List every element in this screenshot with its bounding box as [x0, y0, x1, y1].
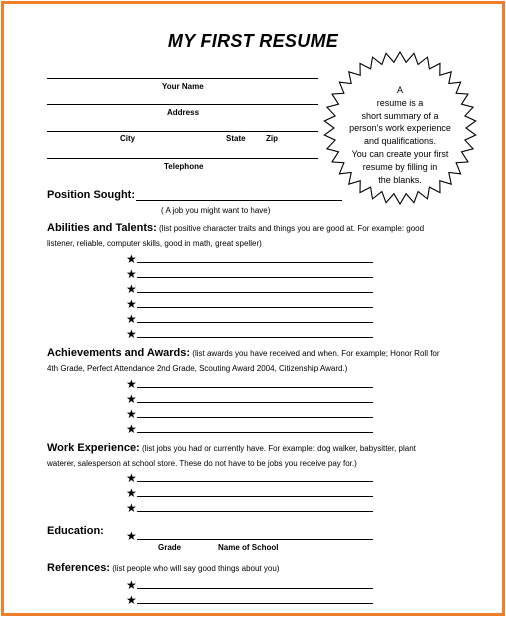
star-icon: ★ — [126, 486, 137, 500]
star-icon: ★ — [126, 252, 137, 266]
achievements-label: Achievements and Awards: — [47, 347, 191, 359]
telephone-label: Telephone — [164, 162, 204, 171]
star-icon: ★ — [126, 578, 137, 592]
references-line[interactable] — [137, 588, 373, 589]
zip-label: Zip — [266, 134, 278, 143]
star-icon: ★ — [126, 297, 137, 311]
position-hint: ( A job you might want to have) — [161, 206, 271, 215]
abilities-line[interactable] — [137, 277, 373, 278]
callout-line: person's work experience — [349, 123, 451, 134]
star-icon: ★ — [126, 407, 137, 421]
city-state-zip-line[interactable] — [47, 131, 318, 132]
telephone-line[interactable] — [47, 158, 318, 159]
star-icon: ★ — [126, 392, 137, 406]
work-line[interactable] — [137, 511, 373, 512]
achievements-section — [47, 346, 492, 361]
references-label: References: — [47, 562, 110, 574]
abilities-line[interactable] — [137, 292, 373, 293]
star-icon: ★ — [126, 422, 137, 436]
achievements-line[interactable] — [137, 387, 373, 388]
your-name-label: Your Name — [162, 82, 204, 91]
callout-line: A — [396, 85, 403, 95]
star-icon: ★ — [126, 327, 137, 341]
education-line[interactable] — [137, 539, 373, 540]
achievements-line[interactable] — [137, 417, 373, 418]
work-desc: (list jobs you had or currently have. For example: dog walker, babysitter, plant — [141, 444, 416, 453]
abilities-section — [47, 221, 487, 236]
work-label: Work Experience: — [47, 442, 140, 454]
abilities-line[interactable] — [137, 307, 373, 308]
state-label: State — [226, 134, 246, 143]
city-label: City — [120, 134, 136, 143]
abilities-line[interactable] — [137, 262, 373, 263]
callout-line: resume is a — [376, 97, 424, 108]
references-line[interactable] — [137, 603, 373, 604]
work-desc-2: waterer, salesperson at school store. These do not have to be jobs you receive pay for.) — [47, 459, 357, 468]
abilities-line[interactable] — [137, 337, 373, 338]
abilities-desc-2: listener, reliable, computer skills, good in math, great speller) — [47, 239, 262, 248]
education-label: Education: — [47, 525, 104, 537]
achievements-line[interactable] — [137, 402, 373, 403]
achievements-desc: (list awards you have received and when. For example; Honor Roll for — [192, 349, 440, 358]
grade-label: Grade — [158, 543, 182, 552]
references-desc: (list people who will say good things about you) — [112, 564, 280, 573]
abilities-desc: (list positive character traits and things you are good at. For example: good — [159, 224, 425, 233]
callout-line: resume by filling in — [362, 161, 438, 172]
achievements-line[interactable] — [137, 432, 373, 433]
star-icon: ★ — [126, 593, 137, 607]
star-icon: ★ — [126, 471, 137, 485]
star-icon: ★ — [126, 312, 137, 326]
callout-text — [338, 84, 462, 186]
star-icon: ★ — [126, 501, 137, 515]
address-label: Address — [167, 108, 200, 117]
callout-line: the blanks. — [378, 174, 422, 185]
references-section — [47, 561, 487, 576]
work-section — [47, 441, 492, 456]
work-line[interactable] — [137, 496, 373, 497]
name-line[interactable] — [47, 78, 318, 79]
work-line[interactable] — [137, 481, 373, 482]
school-label: Name of School — [218, 543, 279, 552]
star-icon: ★ — [126, 377, 137, 391]
abilities-label: Abilities and Talents: — [47, 222, 157, 234]
callout-line: short summary of a — [361, 110, 439, 121]
abilities-line[interactable] — [137, 322, 373, 323]
position-line[interactable] — [136, 200, 342, 201]
callout-line: You can create your first — [351, 148, 449, 159]
star-icon: ★ — [126, 282, 137, 296]
callout-line: and qualifications. — [363, 136, 437, 147]
star-icon: ★ — [126, 267, 137, 281]
achievements-desc-2: 4th Grade, Perfect Attendance 2nd Grade, Scouting Award 2004, Citizenship Award.) — [47, 364, 348, 373]
page-title: MY FIRST RESUME — [167, 31, 339, 51]
position-label: Position Sought: — [47, 189, 135, 201]
star-icon: ★ — [126, 529, 137, 543]
address-line[interactable] — [47, 104, 318, 105]
